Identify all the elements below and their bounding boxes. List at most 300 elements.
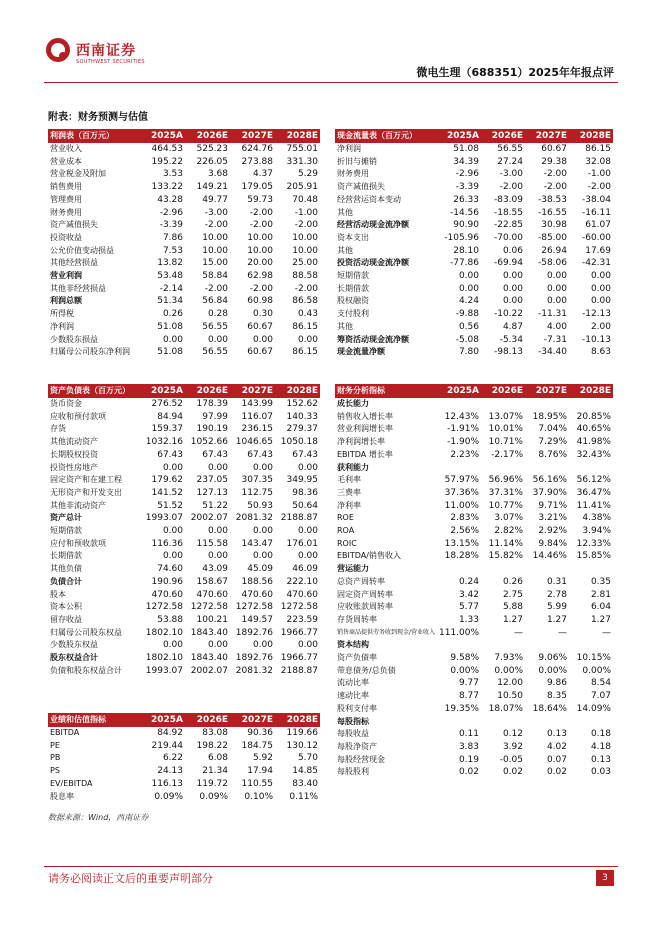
table-cell: — [602, 627, 611, 638]
row-label: 资本支出 [337, 232, 369, 242]
table-row [48, 563, 320, 576]
table-cell: 2081.32 [235, 513, 273, 524]
table-title: 财务分析指标 [335, 384, 437, 398]
row-label: 所得税 [50, 309, 74, 319]
table-row [48, 576, 320, 589]
table-row [48, 627, 320, 640]
row-label: 速动比率 [337, 691, 369, 701]
table-cell: 143.47 [241, 538, 273, 549]
table-cell: 5.70 [297, 753, 318, 764]
table-cell: -14.56 [449, 207, 479, 218]
column-header: 2027E [230, 713, 275, 727]
table-cell: 0.02 [458, 767, 479, 778]
table-cell: 2.75 [502, 589, 523, 600]
table-row [48, 334, 320, 347]
column-header: 2028E [275, 713, 320, 727]
table-cell: 0.13 [590, 754, 611, 765]
table-cell: 100.21 [196, 614, 228, 625]
table-cell: 0.00% [582, 665, 611, 676]
table-cell: -2.00 [249, 283, 273, 294]
table-cell: 0.00 [297, 551, 318, 562]
row-label: PS [50, 766, 60, 776]
table-row [48, 665, 320, 678]
table-cell: -2.14 [159, 283, 183, 294]
table-row [335, 334, 613, 347]
table-cell: 470.60 [196, 589, 228, 600]
row-label: 存货周转率 [337, 614, 377, 624]
column-header: 2025A [140, 384, 185, 398]
row-label: 销售收入增长率 [337, 411, 393, 421]
table-cell: 4.38% [582, 513, 611, 524]
table-cell: 7.80 [458, 347, 479, 358]
table-header-row [335, 129, 613, 143]
column-header: 2027E [230, 384, 275, 398]
table-cell: -38.53 [537, 194, 567, 205]
table-row [48, 194, 320, 207]
row-label: 营业利润 [50, 271, 82, 281]
table-cell: 179.05 [241, 182, 273, 193]
table-cell: 11.00% [444, 500, 479, 511]
table-cell: 0.00 [252, 526, 273, 537]
table-cell: 525.23 [196, 144, 228, 154]
table-cell: 307.35 [241, 475, 273, 486]
table-cell: 0.19 [458, 754, 479, 765]
table-cell: 3.83 [458, 741, 479, 752]
table-row [48, 245, 320, 258]
table-cell: 6.08 [207, 753, 228, 764]
table-row [48, 765, 320, 778]
row-label: 资产负债率 [337, 653, 377, 663]
column-header: 2027E [230, 129, 275, 143]
table-row [48, 462, 320, 475]
row-label: 营业成本 [50, 156, 82, 166]
table-row [335, 245, 613, 258]
row-label: 短期借款 [50, 526, 82, 536]
table-cell: 0.00 [297, 462, 318, 473]
table-cell: 2002.07 [190, 513, 228, 524]
footer-divider [44, 866, 618, 867]
table-row [335, 766, 613, 779]
table-row [48, 219, 320, 232]
table-cell: 7.07 [590, 691, 611, 702]
table-cell: 2.00 [590, 321, 611, 332]
table-cell: 3.07% [494, 513, 523, 524]
row-label: 营业利润增长率 [337, 424, 393, 434]
table-cell: 2.23% [450, 449, 479, 460]
table-row [48, 398, 320, 411]
table-cell: 17.94 [247, 766, 273, 777]
table-cell: -1.90% [447, 437, 479, 448]
table-cell: 14.09% [576, 703, 611, 714]
row-label: 短期借款 [337, 271, 369, 281]
row-label: 净利润 [337, 144, 361, 153]
table-cell: 2002.07 [190, 665, 228, 676]
table-cell: 179.62 [151, 475, 183, 486]
table-row [335, 423, 613, 436]
row-label: EBITDA 增长率 [337, 449, 393, 459]
table-cell: 26.33 [453, 194, 479, 205]
table-cell: 273.88 [241, 156, 273, 167]
table-cell [481, 716, 525, 729]
table-cell: 53.48 [157, 271, 183, 282]
table-cell: -16.55 [537, 207, 567, 218]
table-row [48, 614, 320, 627]
table-cell: 2.78 [546, 589, 567, 600]
column-header: 2027E [525, 129, 569, 143]
row-label: 少数股东权益 [50, 640, 98, 650]
table-cell: 27.24 [497, 156, 523, 167]
table-cell: 43.28 [157, 194, 183, 205]
table-cell: 1272.58 [145, 602, 183, 613]
table-row [48, 257, 320, 270]
table-cell: -3.00 [204, 207, 228, 218]
table-cell: 0.26 [162, 309, 183, 320]
table-cell: 84.94 [157, 411, 183, 422]
table-cell: 0.31 [546, 576, 567, 587]
table-cell: 8.54 [590, 678, 611, 689]
table-cell: -98.13 [493, 347, 523, 358]
column-header: 2025A [437, 384, 481, 398]
table-row [48, 639, 320, 652]
table-row [335, 589, 613, 602]
table-cell: 60.67 [247, 347, 273, 358]
row-label: 折旧与摊销 [337, 156, 377, 166]
table-row [48, 308, 320, 321]
table-cell: 195.22 [151, 156, 183, 167]
table-cell: 9.58% [450, 653, 479, 664]
table-cell: -2.00 [204, 220, 228, 231]
table-row [335, 487, 613, 500]
table-row [335, 168, 613, 181]
table-cell: 205.91 [286, 182, 318, 193]
table-cell: -2.00 [204, 283, 228, 294]
table-row [335, 194, 613, 207]
table-cell: 34.39 [453, 156, 479, 167]
table-row [48, 143, 320, 156]
table-row [335, 257, 613, 270]
table-cell: 1272.58 [280, 602, 318, 613]
page-number: 3 [596, 870, 614, 886]
table-row [335, 550, 613, 563]
table-row [48, 500, 320, 513]
table-cell: 149.57 [241, 614, 273, 625]
table-cell: 37.31% [488, 487, 523, 498]
table-row [335, 512, 613, 525]
table-cell: 56.16% [532, 475, 567, 486]
table-cell: 279.37 [286, 424, 318, 435]
row-label: PB [50, 753, 61, 763]
table-row [335, 462, 613, 475]
row-label: 其他 [337, 245, 353, 255]
table-row [335, 283, 613, 296]
table-row [48, 727, 320, 740]
table-cell [525, 639, 569, 652]
row-label: 每股指标 [337, 716, 369, 726]
table-cell: 0.00 [297, 640, 318, 651]
table-cell: 5.88 [502, 602, 523, 613]
table-cell: 0.02 [546, 767, 567, 778]
table-cell: 1843.40 [190, 627, 228, 638]
table-cell: 60.67 [541, 144, 567, 154]
table-row [48, 295, 320, 308]
table-cell: 755.01 [286, 144, 318, 154]
table-cell: -1.91% [447, 424, 479, 435]
table-cell: 184.75 [241, 740, 273, 751]
table-row [48, 270, 320, 283]
table-cell: 1966.77 [280, 627, 318, 638]
table-cell: 56.55 [202, 347, 228, 358]
table-cell: 190.19 [196, 424, 228, 435]
table-cell: 1032.16 [145, 437, 183, 448]
table-cell: 0.00 [297, 526, 318, 537]
column-header: 2026E [185, 713, 230, 727]
table-cell: 67.43 [202, 449, 228, 460]
table-cell: -58.06 [537, 258, 567, 269]
table-cell: 1.27 [546, 614, 567, 625]
table-cell: 130.12 [286, 740, 318, 751]
table-row [335, 665, 613, 678]
table-cell: 624.76 [241, 144, 273, 154]
row-label: 其他非经营损益 [50, 283, 106, 293]
table-cell: 0.24 [458, 576, 479, 587]
row-label: 营运能力 [337, 564, 369, 574]
table-cell: 18.28% [444, 551, 479, 562]
table-cell: -10.22 [493, 309, 523, 320]
column-header: 2026E [481, 129, 525, 143]
table-cell: -105.96 [444, 232, 479, 243]
column-header: 2026E [185, 384, 230, 398]
table-row [48, 346, 320, 359]
table-cell: 84.92 [157, 728, 183, 738]
table-cell: 18.64% [532, 703, 567, 714]
table-cell: 9.86 [546, 678, 567, 689]
table-cell: 58.84 [202, 271, 228, 282]
table-cell: 74.60 [157, 564, 183, 575]
table-cell: 41.98% [576, 437, 611, 448]
table-row [48, 525, 320, 538]
table-cell: 8.35 [546, 691, 567, 702]
table-cell: 0.13 [546, 729, 567, 740]
table-cell: -2.00 [499, 182, 523, 193]
table-cell: 127.13 [196, 487, 228, 498]
table-cell: 0.56 [458, 321, 479, 332]
table-cell: 0.00% [538, 665, 567, 676]
table-cell: 3.92 [502, 741, 523, 752]
table-cell: 0.07 [546, 754, 567, 765]
row-label: 销售商品提供劳务收到现金/营业收入 [337, 628, 436, 636]
table-title: 现金流量表（百万元） [335, 129, 437, 143]
table-cell: 0.00 [546, 283, 567, 294]
table-cell: 7.93% [494, 653, 523, 664]
table-cell: 2.56% [450, 526, 479, 537]
table-row [48, 740, 320, 753]
table-row [335, 219, 613, 232]
table-cell: 1802.10 [145, 653, 183, 664]
table-cell: 0.00 [297, 334, 318, 345]
table-row [335, 576, 613, 589]
table-cell: -70.00 [493, 232, 523, 243]
table-cell: 1272.58 [235, 602, 273, 613]
table-cell: 24.13 [157, 766, 183, 777]
table-cell: 26.94 [541, 245, 567, 256]
table-cell: 0.00 [590, 283, 611, 294]
table-row [48, 411, 320, 424]
table-row [48, 589, 320, 602]
table-cell: -5.34 [499, 334, 523, 345]
table-cell: 10.00 [247, 232, 273, 243]
table-cell: 0.00 [546, 296, 567, 307]
table-cell: 1050.18 [280, 437, 318, 448]
table-cell: -2.00 [249, 207, 273, 218]
column-header: 2025A [140, 713, 185, 727]
table-cell: 0.00 [590, 271, 611, 282]
table-cell: 0.03 [590, 767, 611, 778]
table-cell [525, 563, 569, 576]
table-cell: 7.29% [538, 437, 567, 448]
row-label: 投资活动现金流净额 [337, 258, 409, 268]
table-cell: 1.27 [590, 614, 611, 625]
row-label: EBITDA [50, 728, 80, 737]
table-cell: 40.65% [576, 424, 611, 435]
table-cell [437, 398, 481, 411]
table-cell [481, 563, 525, 576]
column-header: 2028E [569, 384, 613, 398]
table-header-row [48, 384, 320, 398]
table-cell: 17.69 [585, 245, 611, 256]
table-cell: 8.77 [458, 691, 479, 702]
row-label: 负债和股东权益合计 [50, 665, 122, 675]
row-label: 筹资活动现金流净额 [337, 334, 409, 344]
row-label: 获利能力 [337, 462, 369, 472]
row-label: 公允价值变动损益 [50, 245, 114, 255]
row-label: 股本 [50, 589, 66, 599]
row-label: 长期股权投资 [50, 449, 98, 459]
table-cell: -2.00 [294, 220, 318, 231]
row-label: 其他 [337, 207, 353, 217]
table-row [335, 232, 613, 245]
table-cell: 140.33 [286, 411, 318, 422]
column-header: 2028E [275, 384, 320, 398]
logo-english-text: SOUTHWEST SECURITIES [76, 59, 145, 65]
table-row [335, 728, 613, 741]
table-cell: 3.42 [458, 589, 479, 600]
table-cell: 86.15 [292, 347, 318, 358]
table-row [335, 677, 613, 690]
table-cell: 90.36 [247, 728, 273, 738]
table-cell: 9.84% [538, 538, 567, 549]
row-label: 净利润增长率 [337, 437, 385, 447]
table-cell: 13.82 [157, 258, 183, 269]
table-cell: 8.76% [538, 449, 567, 460]
table-cell: 10.15% [576, 653, 611, 664]
table-cell: 83.08 [202, 728, 228, 738]
row-label: 净利润 [50, 321, 74, 331]
table-cell: -69.94 [493, 258, 523, 269]
row-label: 毛利率 [337, 475, 361, 485]
table-row [335, 181, 613, 194]
table-cell: 56.55 [202, 321, 228, 332]
table-cell: 188.56 [241, 576, 273, 587]
table-row [335, 474, 613, 487]
row-label: 三费率 [337, 487, 361, 497]
table-cell: — [514, 627, 523, 638]
table-cell [569, 563, 613, 576]
table-row [335, 143, 613, 156]
page-header [0, 0, 662, 79]
table-cell: 0.00 [162, 334, 183, 345]
table-row [335, 308, 613, 321]
row-label: 资产减值损失 [337, 182, 385, 192]
table-cell: 43.09 [202, 564, 228, 575]
table-cell: 1.27 [502, 614, 523, 625]
table-cell: 46.09 [292, 564, 318, 575]
table-cell: 119.66 [286, 728, 318, 738]
table-row [335, 398, 613, 411]
table-cell: -11.31 [537, 309, 567, 320]
table-cell: -77.86 [449, 258, 479, 269]
table-row [335, 639, 613, 652]
table-cell: -2.00 [587, 182, 611, 193]
table-cell: 98.36 [292, 487, 318, 498]
table-row [335, 411, 613, 424]
table-cell: -2.96 [455, 169, 479, 180]
table-cell: 1892.76 [235, 627, 273, 638]
table-cell: -1.00 [587, 169, 611, 180]
table-cell: -42.31 [581, 258, 611, 269]
table-cell: 10.00 [292, 245, 318, 256]
table-cell: 464.53 [151, 144, 183, 154]
table-cell: 32.08 [585, 156, 611, 167]
table-header-row [48, 129, 320, 143]
left-table-2 [48, 713, 320, 803]
table-cell: 9.06% [538, 653, 567, 664]
table-cell: 111.00% [439, 627, 480, 638]
row-label: 存货 [50, 424, 66, 434]
right-table-0 [335, 129, 613, 359]
row-label: 归属母公司股东净利润 [50, 347, 130, 357]
table-row [48, 156, 320, 169]
table-row [48, 512, 320, 525]
column-header: 2026E [185, 129, 230, 143]
table-cell: 3.94% [582, 526, 611, 537]
table-cell: 115.58 [196, 538, 228, 549]
table-cell [569, 716, 613, 729]
table-row [48, 538, 320, 551]
column-header: 2026E [481, 384, 525, 398]
table-cell: 4.37 [252, 169, 273, 180]
table-cell: 11.41% [576, 500, 611, 511]
table-cell: 8.63 [590, 347, 611, 358]
left-table-0 [48, 129, 320, 359]
row-label: ROA [337, 526, 355, 536]
table-row [335, 346, 613, 359]
section-title: 附表：财务预测与估值 [48, 112, 148, 123]
table-cell: -0.05 [499, 754, 523, 765]
row-label: 总资产周转率 [337, 576, 385, 586]
table-cell: 1993.07 [145, 665, 183, 676]
table-cell: 2.81 [590, 589, 611, 600]
table-cell: 3.53 [162, 169, 183, 180]
table-row [48, 181, 320, 194]
row-label: 成长能力 [337, 399, 369, 408]
table-cell: 51.08 [157, 321, 183, 332]
table-cell: 97.99 [202, 411, 228, 422]
table-cell: -2.00 [543, 182, 567, 193]
row-label: 现金流量净额 [337, 347, 385, 357]
table-cell: 0.00 [502, 283, 523, 294]
table-cell: 0.00% [450, 665, 479, 676]
row-label: 固定资产周转率 [337, 589, 393, 599]
